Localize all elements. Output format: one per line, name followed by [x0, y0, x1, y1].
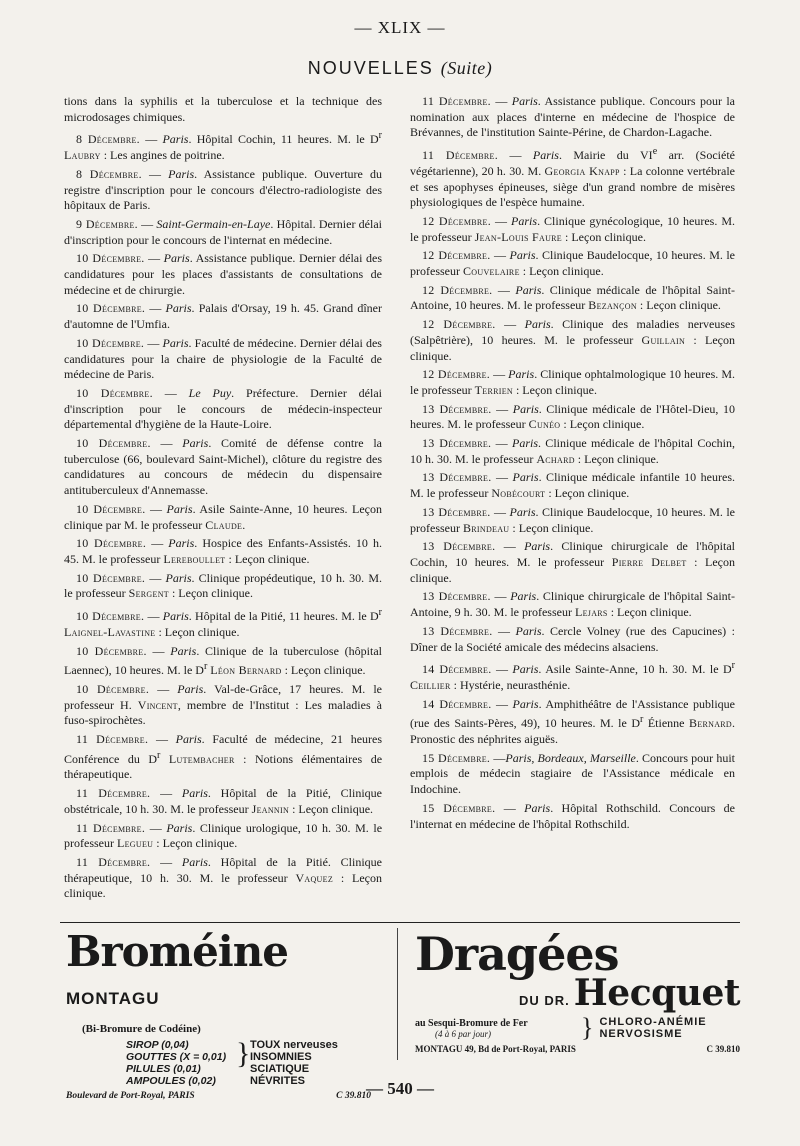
section-title-suite: (Suite) — [440, 58, 493, 78]
ad-bromeine-form: GOUTTES (X = 0,01) — [126, 1051, 227, 1063]
news-item-date: 10 Décembre. — [76, 335, 145, 350]
news-item-text: —Paris, Bordeaux, Marseille. Concours pour huit emplois de médecin stagiaire de l'Assistance médicale en Indochine. — [410, 750, 735, 797]
news-item-text: — Paris. Faculté de médecine. Dernier délai des candidatures pour la chaire de physiologie de la Faculté de médecine de Paris. — [64, 335, 382, 382]
news-item — [410, 283, 735, 314]
ad-bromeine-indication: TOUX nerveuses — [250, 1039, 338, 1051]
news-item — [64, 571, 382, 602]
news-item-text: — Paris. Clinique médicale de l'hôpital Cochin, 10 h. 30. M. le professeur Achard : Leçon clinique. — [410, 436, 735, 466]
news-item-date: 12 Décembre. — [422, 282, 493, 297]
news-item-text: — Paris. Faculté de médecine, 21 heures Conférence du $D^r$ Lutembacher : Notions élémentaires de thérapeutique. — [64, 732, 383, 782]
news-item — [64, 605, 382, 640]
news-item — [410, 94, 735, 141]
news-item-text: — Paris. Assistance publique. Ouverture du registre d'inscription pour le concours d'électro-radiologiste des hôpitaux de Paris. — [64, 166, 382, 213]
news-item-text: — Paris. Clinique urologique, 10 h. 30. M. le professeur Legueu : Leçon clinique. — [64, 820, 383, 851]
news-item — [64, 502, 382, 533]
news-item-text: — Paris. Clinique Baudelocque, 10 heures. M. le professeur Couvelaire : Leçon clinique. — [410, 248, 736, 279]
news-item-date: 14 Décembre. — [422, 696, 492, 711]
news-item-date: 13 Décembre. — [422, 470, 492, 485]
news-item-text: — Paris. Hospice des Enfants-Assistés. 10 h. 45. M. le professeur Lereboullet : Leçon clinique. — [64, 536, 382, 566]
news-item-date: 11 Décembre. — [422, 94, 491, 108]
brace-icon: } — [236, 1037, 251, 1070]
news-item-date: 13 Décembre. — [422, 436, 492, 451]
ad-bromeine-form: AMPOULES (0,02) — [126, 1075, 216, 1087]
news-item-text: — Paris. Assistance publique. Dernier délai des candidatures pour les places d'assistants de consultations de médecine et de chirurgie. — [64, 251, 382, 297]
news-item — [64, 644, 382, 679]
news-item — [410, 317, 735, 364]
news-item — [64, 336, 382, 383]
news-item — [410, 624, 735, 655]
news-item-text: — Paris. Hôpital Rothschild. Concours de l'internat en médecine de l'hôpital Rothschild. — [410, 800, 735, 831]
news-item — [64, 732, 382, 783]
ad-dragees-dosage: (4 à 6 par jour) — [435, 1028, 491, 1039]
ad-dragees-indication: NERVOSISME — [599, 1028, 683, 1040]
news-item — [64, 128, 382, 163]
news-item — [410, 697, 735, 748]
news-item-date: 15 Décembre. — [422, 800, 496, 815]
news-item-date: 11 Décembre. — [422, 148, 499, 163]
news-item-date: 10 Décembre. — [76, 570, 146, 585]
news-item — [410, 801, 735, 832]
ad-bromeine-indication: SCIATIQUE — [250, 1063, 310, 1075]
news-item — [64, 536, 382, 567]
news-item-date: 11 Décembre. — [76, 732, 149, 747]
news-item-date: 10 Décembre. — [76, 385, 153, 400]
news-item-date: 10 Décembre. — [76, 681, 150, 696]
news-item-date: 11 Décembre. — [76, 786, 151, 801]
news-item-text: — Le Puy. Préfecture. Dernier délai d'inscription pour le concours de médecin-inspecteur départemental d'hygiène de la Haute-Loire. — [64, 385, 382, 432]
news-item-text: — Paris. Assistance publique. Concours pour la nomination aux places d'interne en médecine de l'hospice de Brévannes, de l'institution Sainte-Périne, de Chardon-Lagache. — [410, 94, 736, 140]
section-title-main: NOUVELLES — [307, 58, 434, 78]
news-item — [410, 248, 735, 279]
ad-bromeine-name: Broméine — [66, 927, 289, 976]
news-item — [410, 505, 735, 536]
ad-bromeine-title — [66, 927, 391, 1021]
news-item — [410, 539, 735, 586]
news-item-text: — Paris. Clinique médicale infantile 10 heures. M. le professeur Nobécourt : Leçon clinique. — [410, 470, 735, 501]
news-item-date: 10 Décembre. — [76, 436, 151, 451]
ad-dragees-surname: Hecquet — [573, 972, 740, 1014]
left-column — [64, 94, 382, 905]
news-item-text: — Paris. Clinique gynécologique, 10 heures. M. le professeur Jean-Louis Faure : Leçon clinique. — [410, 213, 735, 244]
news-item — [64, 436, 382, 499]
news-item-date: 11 Décembre. — [76, 854, 151, 869]
news-item-date: 12 Décembre. — [422, 317, 496, 332]
ad-bromeine-brand: MONTAGU — [66, 989, 160, 1008]
news-item — [64, 821, 382, 852]
news-item-text: — Paris. Comité de défense contre la tuberculose (66, boulevard Saint-Michel), clôture du registre des candidatures au concours de médecin du dispensaire antituberculeux d'Annemasse. — [64, 436, 382, 498]
news-item-text: — Paris. Clinique chirurgicale de l'hôpital Saint-Antoine, 9 h. 30. M. le professeur Lejars : Leçon clinique. — [410, 589, 735, 620]
ad-bromeine-code: C 39.810 — [336, 1091, 371, 1101]
news-item-date: 12 Décembre. — [422, 248, 491, 263]
news-item-text: — Paris. Cercle Volney (rue des Capucines) : Dîner de la Société amicale des médecins alsaciens. — [410, 623, 735, 654]
news-item-text: — Paris. Palais d'Orsay, 19 h. 45. Grand dîner d'automne de l'Umfia. — [64, 301, 382, 332]
right-column — [410, 94, 735, 835]
news-item-date: 12 Décembre. — [422, 213, 492, 228]
news-item-text: — Paris. Clinique ophtalmologique 10 heures. M. le professeur Terrien : Leçon clinique. — [410, 367, 735, 397]
ad-bromeine-indication: NÉVRITES — [250, 1075, 306, 1087]
news-item-date: 10 Décembre. — [76, 301, 146, 316]
news-item-date: 12 Décembre. — [422, 367, 491, 382]
news-item — [410, 402, 735, 433]
ad-dragees-name: Dragées — [415, 927, 619, 981]
ad-dragees-footer — [415, 1044, 740, 1054]
news-item — [410, 214, 735, 245]
news-item-date: 10 Décembre. — [76, 609, 145, 624]
news-item-text: — Paris. Clinique médicale de l'hôpital Saint-Antoine, 10 heures. M. le professeur Bezançon : Leçon clinique. — [410, 282, 735, 313]
news-item-text: — Paris. Clinique propédeutique, 10 h. 30. M. le professeur Sergent : Leçon clinique. — [64, 570, 382, 601]
news-item — [410, 470, 735, 501]
news-item-date: 10 Décembre. — [76, 501, 146, 516]
news-item-date: 13 Décembre. — [422, 589, 491, 604]
news-item-date: 13 Décembre. — [422, 623, 493, 638]
news-item-date: 8 Décembre. — [76, 132, 140, 147]
ad-dragees-hecquet — [415, 927, 740, 1060]
news-item-text: — Paris. Clinique médicale de l'Hôtel-Dieu, 10 heures. M. le professeur Cunéo : Leçon clinique. — [410, 401, 735, 432]
news-item — [64, 386, 382, 433]
news-item — [64, 251, 382, 298]
news-item-text: — Paris. Amphithéâtre de l'Assistance publique (rue des Saints-Pères, 49), 10 heures. M. le $D^r$ Étienne Bernard. Pronostic des néphrites aiguës. — [410, 696, 736, 747]
news-item — [410, 144, 735, 211]
news-item-date: 15 Décembre. — [422, 750, 491, 765]
news-item — [64, 301, 382, 332]
news-item-date: 10 Décembre. — [76, 251, 145, 266]
ad-bromeine-indication: INSOMNIES — [250, 1051, 312, 1063]
ad-dragees-indications — [599, 1016, 706, 1040]
news-item — [64, 94, 382, 125]
ad-bromeine — [66, 927, 391, 1101]
news-item-date: 13 Décembre. — [422, 539, 496, 554]
news-item-date: 8 Décembre. — [76, 166, 142, 181]
news-item-text: — Paris. Mairie du VIe arr. (Société végétarienne), 20 h. 30. M. Georgia Knapp : La colonne vertébrale et ses apophyses épineuses, siège d'un grand nombre de misères physiologiques de l'espèce humaine. — [410, 146, 735, 210]
news-item — [410, 367, 735, 398]
ad-bromeine-address: Boulevard de Port-Royal, PARIS — [66, 1091, 195, 1101]
news-item-text: — Paris. Clinique Baudelocque, 10 heures. M. le professeur Brindeau : Leçon clinique. — [410, 504, 736, 535]
ad-dragees-address: MONTAGU 49, Bd de Port-Royal, PARIS — [415, 1044, 576, 1054]
news-item — [410, 751, 735, 798]
page-number: — 540 — — [366, 1079, 434, 1098]
ad-bromeine-subtitle: (Bi-Bromure de Codéine) — [82, 1023, 201, 1035]
news-item-text: — Paris. Hôpital de la Pitié, Clinique obstétricale, 10 h. 30. M. le professeur Jeannin : Leçon clinique. — [64, 786, 382, 816]
news-item-text: — Saint-Germain-en-Laye. Hôpital. Dernier délai d'inscription pour le concours de l'internat en médecine. — [64, 216, 382, 247]
news-item-text: — Paris. Asile Sainte-Anne, 10 h. 30. M. le $D^r$ Ceillier : Hystérie, neurasthénie. — [410, 660, 735, 692]
news-item-date: 10 Décembre. — [76, 643, 147, 658]
news-item — [64, 217, 382, 248]
news-item — [410, 589, 735, 620]
news-item — [64, 855, 382, 902]
page-folio: — XLIX — — [354, 18, 446, 37]
news-item — [410, 658, 735, 693]
brace-icon: } — [581, 1013, 594, 1042]
news-item-text: — Paris. Clinique chirurgicale de l'hôpital Cochin, 10 heures. M. le professeur Pierre Delbet : Leçon clinique. — [410, 539, 736, 585]
news-item-text: — Paris. Clinique de la tuberculose (hôpital Laennec), 10 heures. M. le $D^r$ Léon Bernard : Leçon clinique. — [64, 643, 382, 678]
news-item-text: — Paris. Hôpital de la Pitié, 11 heures. M. le $D^r$ Laignel-Lavastine : Leçon clinique. — [64, 607, 382, 639]
news-item-text: — Paris. Asile Sainte-Anne, 10 heures. Leçon clinique par M. le professeur Claude. — [64, 501, 382, 532]
news-item-date: 14 Décembre. — [422, 662, 492, 677]
ad-dragees-composition — [415, 1018, 575, 1039]
news-item — [64, 682, 382, 729]
news-item — [64, 786, 382, 817]
news-item-text: — Paris. Hôpital Cochin, 11 heures. M. le $D^r$ Laubry : Les angines de poitrine. — [64, 130, 383, 163]
ad-dragees-indication: CHLORO-ANÉMIE — [599, 1016, 707, 1028]
news-item-text: — Paris. Val-de-Grâce, 17 heures. M. le professeur H. Vincent, membre de l'Institut : Les maladies à fuso-spirochètes. — [64, 681, 382, 728]
ads-vertical-divider — [397, 928, 398, 1060]
news-item-date: 13 Décembre. — [422, 401, 492, 416]
news-item-date: 10 Décembre. — [76, 536, 147, 551]
news-item-date: 11 Décembre. — [76, 820, 146, 835]
news-item-date: 13 Décembre. — [422, 504, 491, 519]
news-item-text: — Paris. Hôpital de la Pitié. Clinique thérapeutique, 10 h. 30. M. le professeur Vaquez : Leçon clinique. — [64, 854, 382, 901]
section-title — [0, 58, 800, 79]
news-item-date: 9 Décembre. — [76, 216, 138, 231]
ad-dragees-sesqui: au Sesqui-Bromure de Fer — [415, 1017, 528, 1029]
news-item — [64, 167, 382, 214]
news-item-text: — Paris. Clinique des maladies nerveuses (Salpêtrière), 10 heures. M. le professeur Guillain : Leçon clinique. — [410, 317, 736, 363]
ad-dragees-code: C 39.810 — [706, 1044, 740, 1054]
ads-divider — [60, 922, 740, 923]
ad-dragees-du-dr: DU DR. — [519, 993, 570, 1008]
news-item — [410, 436, 735, 467]
ad-dragees-body — [415, 1013, 740, 1042]
ad-bromeine-form: PILULES (0,01) — [126, 1063, 201, 1075]
news-item-text: tions dans la syphilis et la tuberculose et la technique des microdosages chimiques. — [64, 94, 382, 124]
ad-bromeine-form: SIROP (0,04) — [126, 1039, 189, 1051]
